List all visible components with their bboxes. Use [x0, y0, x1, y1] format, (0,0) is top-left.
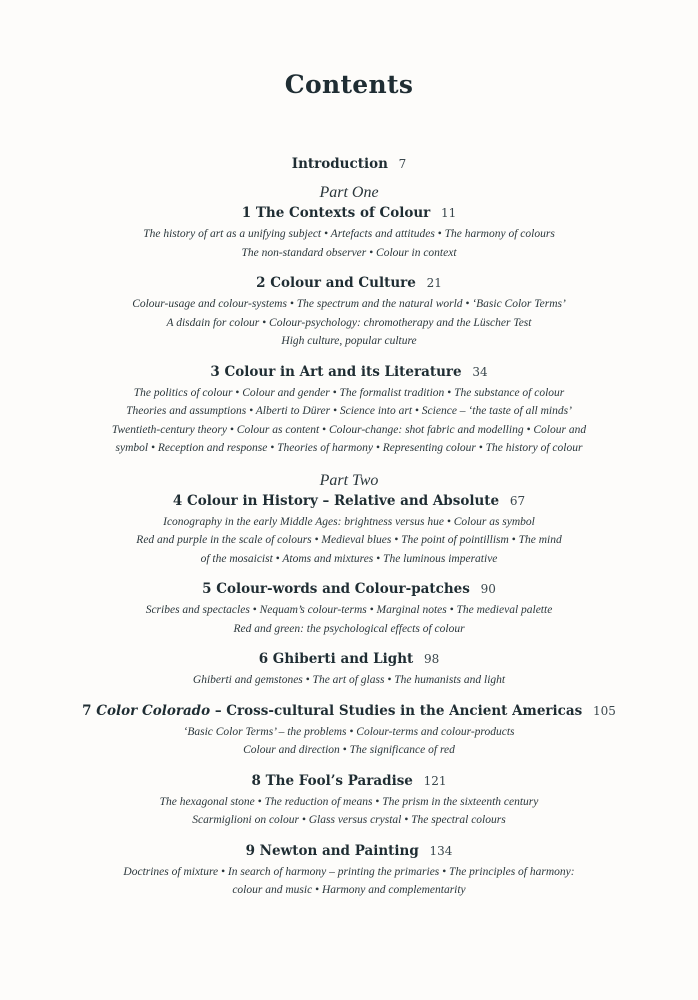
- chapter-8: [0, 772, 698, 830]
- chapter-page-number: 105: [592, 703, 616, 718]
- chapter-page-number: 21: [426, 276, 442, 290]
- chapter-heading[interactable]: [0, 204, 698, 223]
- chapter-heading[interactable]: [0, 363, 698, 382]
- chapter-title: 1 The Contexts of Colour: [241, 205, 431, 221]
- chapter-title: 3 Colour in Art and its Literature: [210, 363, 462, 380]
- subtopic-line: Red and green: the psychological effects of colour: [233, 622, 465, 635]
- subtopic-line: The hexagonal stone • The reduction of means • The prism in the sixteenth century: [159, 795, 539, 808]
- chapter-subtopics: [0, 863, 698, 900]
- chapter-page-number: 121: [423, 773, 447, 788]
- subtopic-line: Ghiberti and gemstones • The art of glass • The humanists and light: [192, 674, 506, 686]
- chapter-6: [0, 650, 698, 690]
- chapter-heading[interactable]: [0, 580, 698, 599]
- chapter-subtopics: [0, 793, 698, 830]
- chapter-heading[interactable]: [0, 492, 698, 511]
- chapter-subtopics: [0, 295, 698, 351]
- chapter-heading[interactable]: [0, 842, 698, 861]
- intro-label: Introduction: [291, 156, 388, 172]
- chapter-subtopics: [0, 225, 698, 262]
- subtopic-line: of the mosaicist • Atoms and mixtures • The luminous imperative: [200, 552, 498, 565]
- chapter-number: 7: [82, 702, 92, 719]
- subtopic-line: The non-standard observer • Colour in context: [241, 246, 457, 259]
- chapter-4: [0, 492, 698, 569]
- subtopic-line: Colour and direction • The significance of red: [243, 744, 455, 756]
- chapter-9: [0, 842, 698, 900]
- chapter-subtopics: [0, 384, 698, 458]
- chapter-subtopics: [0, 513, 698, 569]
- chapter-heading[interactable]: [0, 650, 698, 669]
- page-title: Contents: [284, 70, 414, 99]
- chapter-subtopics: [0, 671, 698, 690]
- chapter-title: 5 Colour-words and Colour-patches: [202, 581, 470, 597]
- subtopic-line: Doctrines of mixture • In search of harmony – printing the primaries • The principles of harmony:: [123, 865, 575, 878]
- chapter-heading[interactable]: [0, 772, 698, 791]
- part-two-heading: Part Two: [319, 471, 379, 489]
- chapter-title: 2 Colour and Culture: [256, 275, 416, 291]
- chapter-subtopics: [0, 601, 698, 638]
- part-one-heading: Part One: [319, 184, 379, 201]
- chapter-page-number: 11: [440, 206, 457, 220]
- chapter-5: [0, 580, 698, 638]
- chapter-title-italic: Color Colorado: [96, 702, 211, 719]
- chapter-page-number: 98: [424, 652, 440, 666]
- table-of-contents: [0, 156, 698, 912]
- chapter-page-number: 90: [480, 582, 496, 596]
- chapter-1: [0, 204, 698, 262]
- subtopic-line: The history of art as a unifying subject • Artefacts and attitudes • The harmony of colours: [143, 228, 555, 240]
- subtopic-line: Scarmiglioni on colour • Glass versus crystal • The spectral colours: [192, 814, 506, 826]
- chapter-heading[interactable]: [0, 702, 698, 721]
- chapter-title: 4 Colour in History – Relative and Absolute: [172, 492, 500, 509]
- intro-page-number: 7: [398, 157, 407, 171]
- subtopic-line: High culture, popular culture: [281, 335, 417, 347]
- subtopic-line: Iconography in the early Middle Ages: brightness versus hue • Colour as symbol: [163, 515, 535, 528]
- chapter-3: [0, 363, 698, 458]
- subtopic-line: The politics of colour • Colour and gender • The formalist tradition • The substance of colour: [133, 386, 565, 399]
- subtopic-line: A disdain for colour • Colour-psychology: chromotherapy and the Lüscher Test: [166, 316, 532, 329]
- subtopic-line: Red and purple in the scale of colours • Medieval blues • The point of pointillism • The mind: [136, 534, 562, 546]
- subtopic-line: Twentieth-century theory • Colour as content • Colour-change: shot fabric and modelling • Colour and: [111, 423, 587, 436]
- chapter-page-number: 67: [509, 493, 526, 508]
- intro-entry[interactable]: [0, 156, 698, 172]
- subtopic-line: Theories and assumptions • Alberti to Dürer • Science into art • Science – ‘the taste of all minds’: [126, 405, 572, 417]
- subtopic-line: Colour-usage and colour-systems • The spectrum and the natural world • ‘Basic Color Terms’: [132, 298, 566, 310]
- chapter-heading[interactable]: [0, 274, 698, 293]
- subtopic-line: Scribes and spectacles • Nequam’s colour-terms • Marginal notes • The medieval palette: [145, 604, 553, 616]
- chapter-title: 8 The Fool’s Paradise: [251, 772, 413, 789]
- chapter-title: – Cross-cultural Studies in the Ancient Americas: [214, 702, 583, 719]
- chapter-subtopics: [0, 723, 698, 760]
- chapter-title: 6 Ghiberti and Light: [258, 651, 414, 667]
- subtopic-line: colour and music • Harmony and complementarity: [232, 884, 466, 896]
- chapter-7: [0, 702, 698, 760]
- chapter-page-number: 134: [429, 843, 453, 858]
- chapter-2: [0, 274, 698, 351]
- subtopic-line: ‘Basic Color Terms’ – the problems • Colour-terms and colour-products: [183, 725, 515, 738]
- subtopic-line: symbol • Reception and response • Theories of harmony • Representing colour • The history of colour: [115, 442, 583, 454]
- chapter-page-number: 34: [472, 364, 488, 379]
- chapter-title: 9 Newton and Painting: [245, 842, 419, 859]
